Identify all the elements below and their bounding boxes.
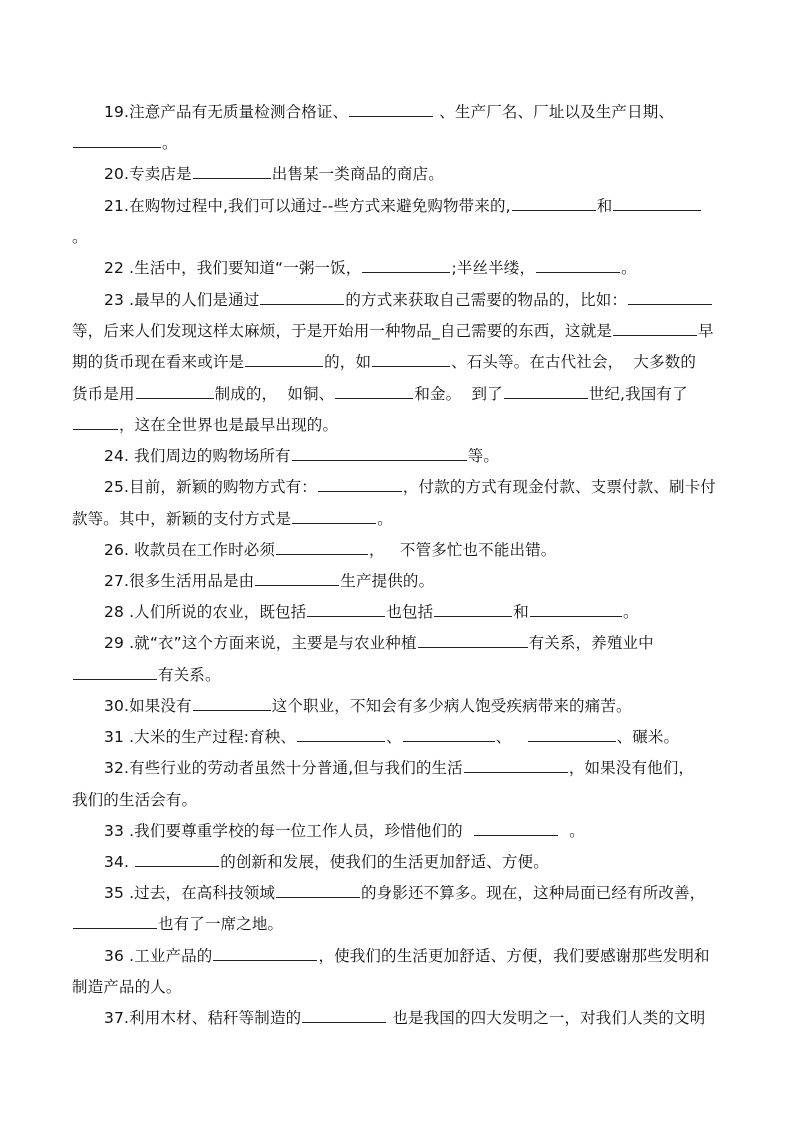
q27-text-1: 27.很多生活用品是由 [104,572,255,590]
q31-blank-1[interactable] [297,727,385,742]
q23-blank-3[interactable] [613,321,697,336]
question-34 [104,852,724,872]
question-35 [104,883,724,903]
question-35-cont [72,914,724,934]
q26-text-2: ， [369,541,385,559]
q21-text-2: 和 [596,197,613,215]
q23-text-13: 到了 [471,385,503,403]
q23-blank-7[interactable] [335,384,413,399]
q25-text-3: 款等。其中，新颖的支付方式是 [72,510,292,528]
q26-blank-1[interactable] [276,540,368,555]
question-23-line-3 [72,352,724,372]
q33-text-1: 33 .我们要尊重学校的每一位工作人员，珍惜他们的 [104,822,463,840]
q31-text-3: 、 [495,728,512,746]
q30-text-2: 这个职业，不知会有多少病人饱受疾病带来的痛苦。 [271,697,632,715]
q36-blank-1[interactable] [213,946,317,961]
q26-text-1: 26. 收款员在工作时必须 [104,541,276,559]
q36-text-2: ，使我们的生活更加舒适、方便，我们要感谢那些发明和 [318,947,710,965]
question-26 [104,540,724,560]
q37-blank-1[interactable] [302,1008,386,1023]
q23-text-10: 制成的， [214,385,278,403]
q28-text-1: 28 .人们所说的农业，既包括 [104,603,307,621]
q25-text-2: ，付款的方式有现金付款、支票付款、刷卡付 [402,478,716,496]
q33-blank-1[interactable] [474,821,558,836]
q32-blank-1[interactable] [464,758,568,773]
question-37 [104,1008,724,1028]
q19-blank-1[interactable] [349,102,433,117]
q35-blank-1[interactable] [276,883,360,898]
q24-text-1: 24. 我们周边的购物场所有 [104,447,291,465]
q29-blank-2[interactable] [73,665,157,680]
q29-text-2: 有关系，养殖业中 [528,634,654,652]
q35-text-3: 也有了一席之地。 [158,915,284,933]
q22-text-1: 22 .生活中，我们要知道“一粥一饭， [104,259,362,277]
q36-text-3: 制造产品的人。 [72,978,182,996]
question-25 [104,477,724,497]
q23-text-4: 早 [698,322,714,340]
q30-blank-1[interactable] [193,696,271,711]
q21-blank-2[interactable] [613,196,701,211]
q27-text-2: 生产提供的。 [340,572,435,590]
question-23 [104,290,724,310]
q28-text-3: 和 [513,603,529,621]
question-21-cont [72,227,724,247]
q22-blank-1[interactable] [362,258,450,273]
q34-blank-1[interactable] [135,852,219,867]
q32-text-2: ，如果没有他们， [568,759,695,777]
q36-text-1: 36 .工业产品的 [104,947,213,965]
q19-text-3: 。 [162,134,178,152]
q20-text-1: 20.专卖店是 [104,165,192,183]
q19-text-1: 19.注意产品有无质量检测合格证、 [104,103,349,121]
question-21 [104,196,724,216]
q22-blank-2[interactable] [536,258,620,273]
q21-text-1: 21.在购物过程中,我们可以通过--些方式来避免购物带来的, [104,197,511,215]
q23-text-14: 世纪,我国有了 [588,385,688,403]
question-20 [104,164,724,184]
q21-blank-1[interactable] [512,196,596,211]
question-24 [104,446,724,466]
q26-text-3: 不管多忙也不能出错。 [399,541,557,559]
q23-text-12: 和金。 [414,385,462,403]
q33-text-2: 。 [569,822,585,840]
question-31 [104,727,724,747]
q37-text-1: 37.利用木材、秸秆等制造的 [104,1009,302,1027]
q23-text-11: 如铜、 [287,385,335,403]
q31-blank-2[interactable] [403,727,495,742]
q23-text-8: 大多数的 [633,353,697,371]
q19-blank-2[interactable] [73,133,161,148]
q25-blank-1[interactable] [318,477,402,492]
q31-text-4: 、碾米。 [616,728,680,746]
question-28 [104,602,724,622]
q37-text-2: 也是我国的四大发明之一，对我们人类的文明 [392,1009,706,1027]
q31-text-2: 、 [386,728,402,746]
question-23-line-4 [72,384,724,404]
question-25-cont [72,509,724,529]
q24-blank-1[interactable] [292,446,467,461]
question-36 [104,946,724,966]
q25-blank-2[interactable] [292,509,376,524]
question-27 [104,571,724,591]
question-33 [104,821,724,841]
q32-text-1: 32.有些行业的劳动者虽然十分普通,但与我们的生活 [104,759,463,777]
q23-text-6: 的，如 [324,353,372,371]
q23-blank-5[interactable] [372,352,450,367]
q35-text-1: 35 .过去，在高科技领域 [104,884,276,902]
q23-text-5: 期的货币现在看来或许是 [72,353,245,371]
q34-text-2: 的创新和发展，使我们的生活更加舒适、方便。 [220,853,549,871]
question-36-cont [72,977,724,997]
q35-text-2: 的身影还不算多。现在，这种局面已经有所改善， [361,884,706,902]
q23-text-9: 货币是用 [72,385,135,403]
question-32 [104,758,724,778]
q23-blank-9[interactable] [73,415,118,430]
q31-blank-3[interactable] [528,727,616,742]
q27-blank-1[interactable] [255,571,339,586]
q28-text-2: 也包括 [386,603,434,621]
question-23-line-5 [72,415,724,435]
q30-text-1: 30.如果没有 [104,697,192,715]
q20-text-2: 出售某一类商品的商店。 [271,165,444,183]
q32-text-3: 我们的生活会有。 [72,791,198,809]
q23-blank-6[interactable] [136,384,214,399]
q25-text-1: 25.目前，新颖的购物方式有： [104,478,317,496]
question-19-cont [72,133,724,153]
q22-text-3: 。 [621,259,637,277]
q23-blank-1[interactable] [260,290,344,305]
q24-text-2: 等。 [467,447,499,465]
question-29-cont [72,665,724,685]
q22-text-2: ;半丝半缕， [451,259,536,277]
q28-text-4: 。 [622,603,639,621]
q23-blank-8[interactable] [504,384,588,399]
q20-blank-1[interactable] [193,164,271,179]
q31-text-1: 31 .大米的生产过程:育秧、 [104,728,297,746]
q25-text-4: 。 [377,510,393,528]
q28-blank-3[interactable] [530,602,622,617]
question-23-line-2 [72,321,724,341]
q29-blank-1[interactable] [418,633,528,648]
q35-blank-2[interactable] [73,914,157,929]
q19-text-2: 、生产厂名、厂址以及生产日期、 [439,103,675,121]
question-19 [104,102,724,122]
q23-blank-4[interactable] [245,352,323,367]
question-32-cont [72,790,724,810]
q23-text-7: 、石头等。在古代社会， [451,353,624,371]
q23-text-1: 23 .最早的人们是通过 [104,291,260,309]
q21-text-3: 。 [72,228,88,246]
question-29 [104,633,724,653]
question-30 [104,696,724,716]
question-22 [104,258,724,278]
q28-blank-2[interactable] [434,602,512,617]
q23-blank-2[interactable] [628,290,712,305]
q34-text-1: 34. [104,853,130,871]
q28-blank-1[interactable] [307,602,385,617]
q23-text-15: ，这在全世界也是最早出现的。 [119,416,339,434]
q23-text-3: 等，后来人们发现这样太麻烦，于是开始用一种物品_自己需要的东西，这就是 [72,322,613,340]
q23-text-2: 的方式来获取自己需要的物品的，比如： [345,291,628,309]
q29-text-3: 有关系。 [158,666,221,684]
q29-text-1: 29 .就“衣”这个方面来说，主要是与农业种植 [104,634,417,652]
